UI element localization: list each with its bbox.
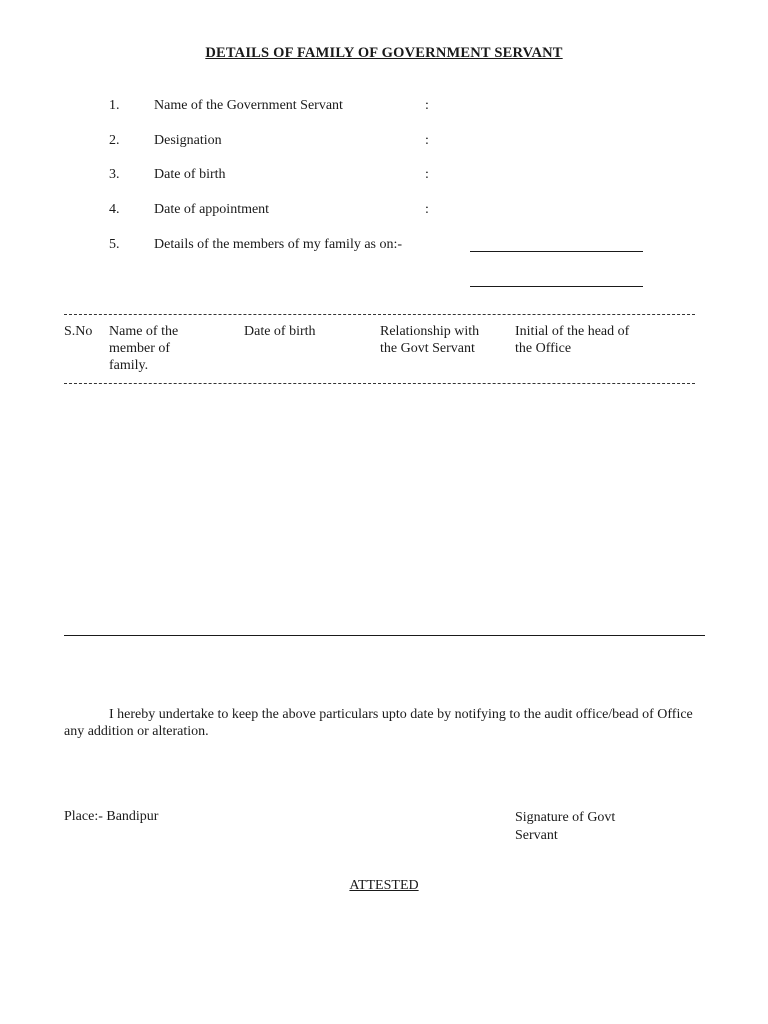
undertaking-text: I hereby undertake to keep the above particulars upto date by notifying to the audit office/bead of Office any addition or alteration. [64, 707, 693, 739]
field-number: 4. [109, 202, 120, 217]
table-header-name: Name of the member of family. [109, 324, 179, 373]
table-top-divider [64, 314, 695, 315]
table-header-initial: Initial of the head of the Office [515, 324, 630, 356]
attested-label: ATTESTED [349, 878, 419, 893]
field-colon: : [425, 167, 429, 182]
field-label-family-members: Details of the members of my family as on:- [154, 237, 403, 252]
field-colon: : [425, 98, 429, 113]
field-colon: : [425, 133, 429, 148]
table-header-divider [64, 383, 695, 384]
field-number: 2. [109, 133, 120, 148]
table-header-sno: S.No [64, 324, 93, 339]
table-header-dob: Date of birth [244, 324, 316, 339]
field-number: 1. [109, 98, 120, 113]
table-bottom-line [64, 635, 705, 636]
page-title: DETAILS OF FAMILY OF GOVERNMENT SERVANT [205, 45, 563, 61]
field-colon: : [425, 202, 429, 217]
place-text: Place:- Bandipur [64, 809, 159, 824]
field-label-designation: Designation [154, 133, 222, 148]
blank-fill-line [470, 286, 643, 287]
signature-label: Signature of Govt Servant [515, 810, 616, 843]
field-label-name: Name of the Government Servant [154, 98, 343, 113]
table-header-relationship: Relationship with the Govt Servant [380, 324, 480, 356]
field-number: 5. [109, 237, 120, 252]
field-label-date-of-birth: Date of birth [154, 167, 226, 182]
field-number: 3. [109, 167, 120, 182]
field-label-date-of-appointment: Date of appointment [154, 202, 270, 217]
date-fill-line [470, 251, 643, 252]
